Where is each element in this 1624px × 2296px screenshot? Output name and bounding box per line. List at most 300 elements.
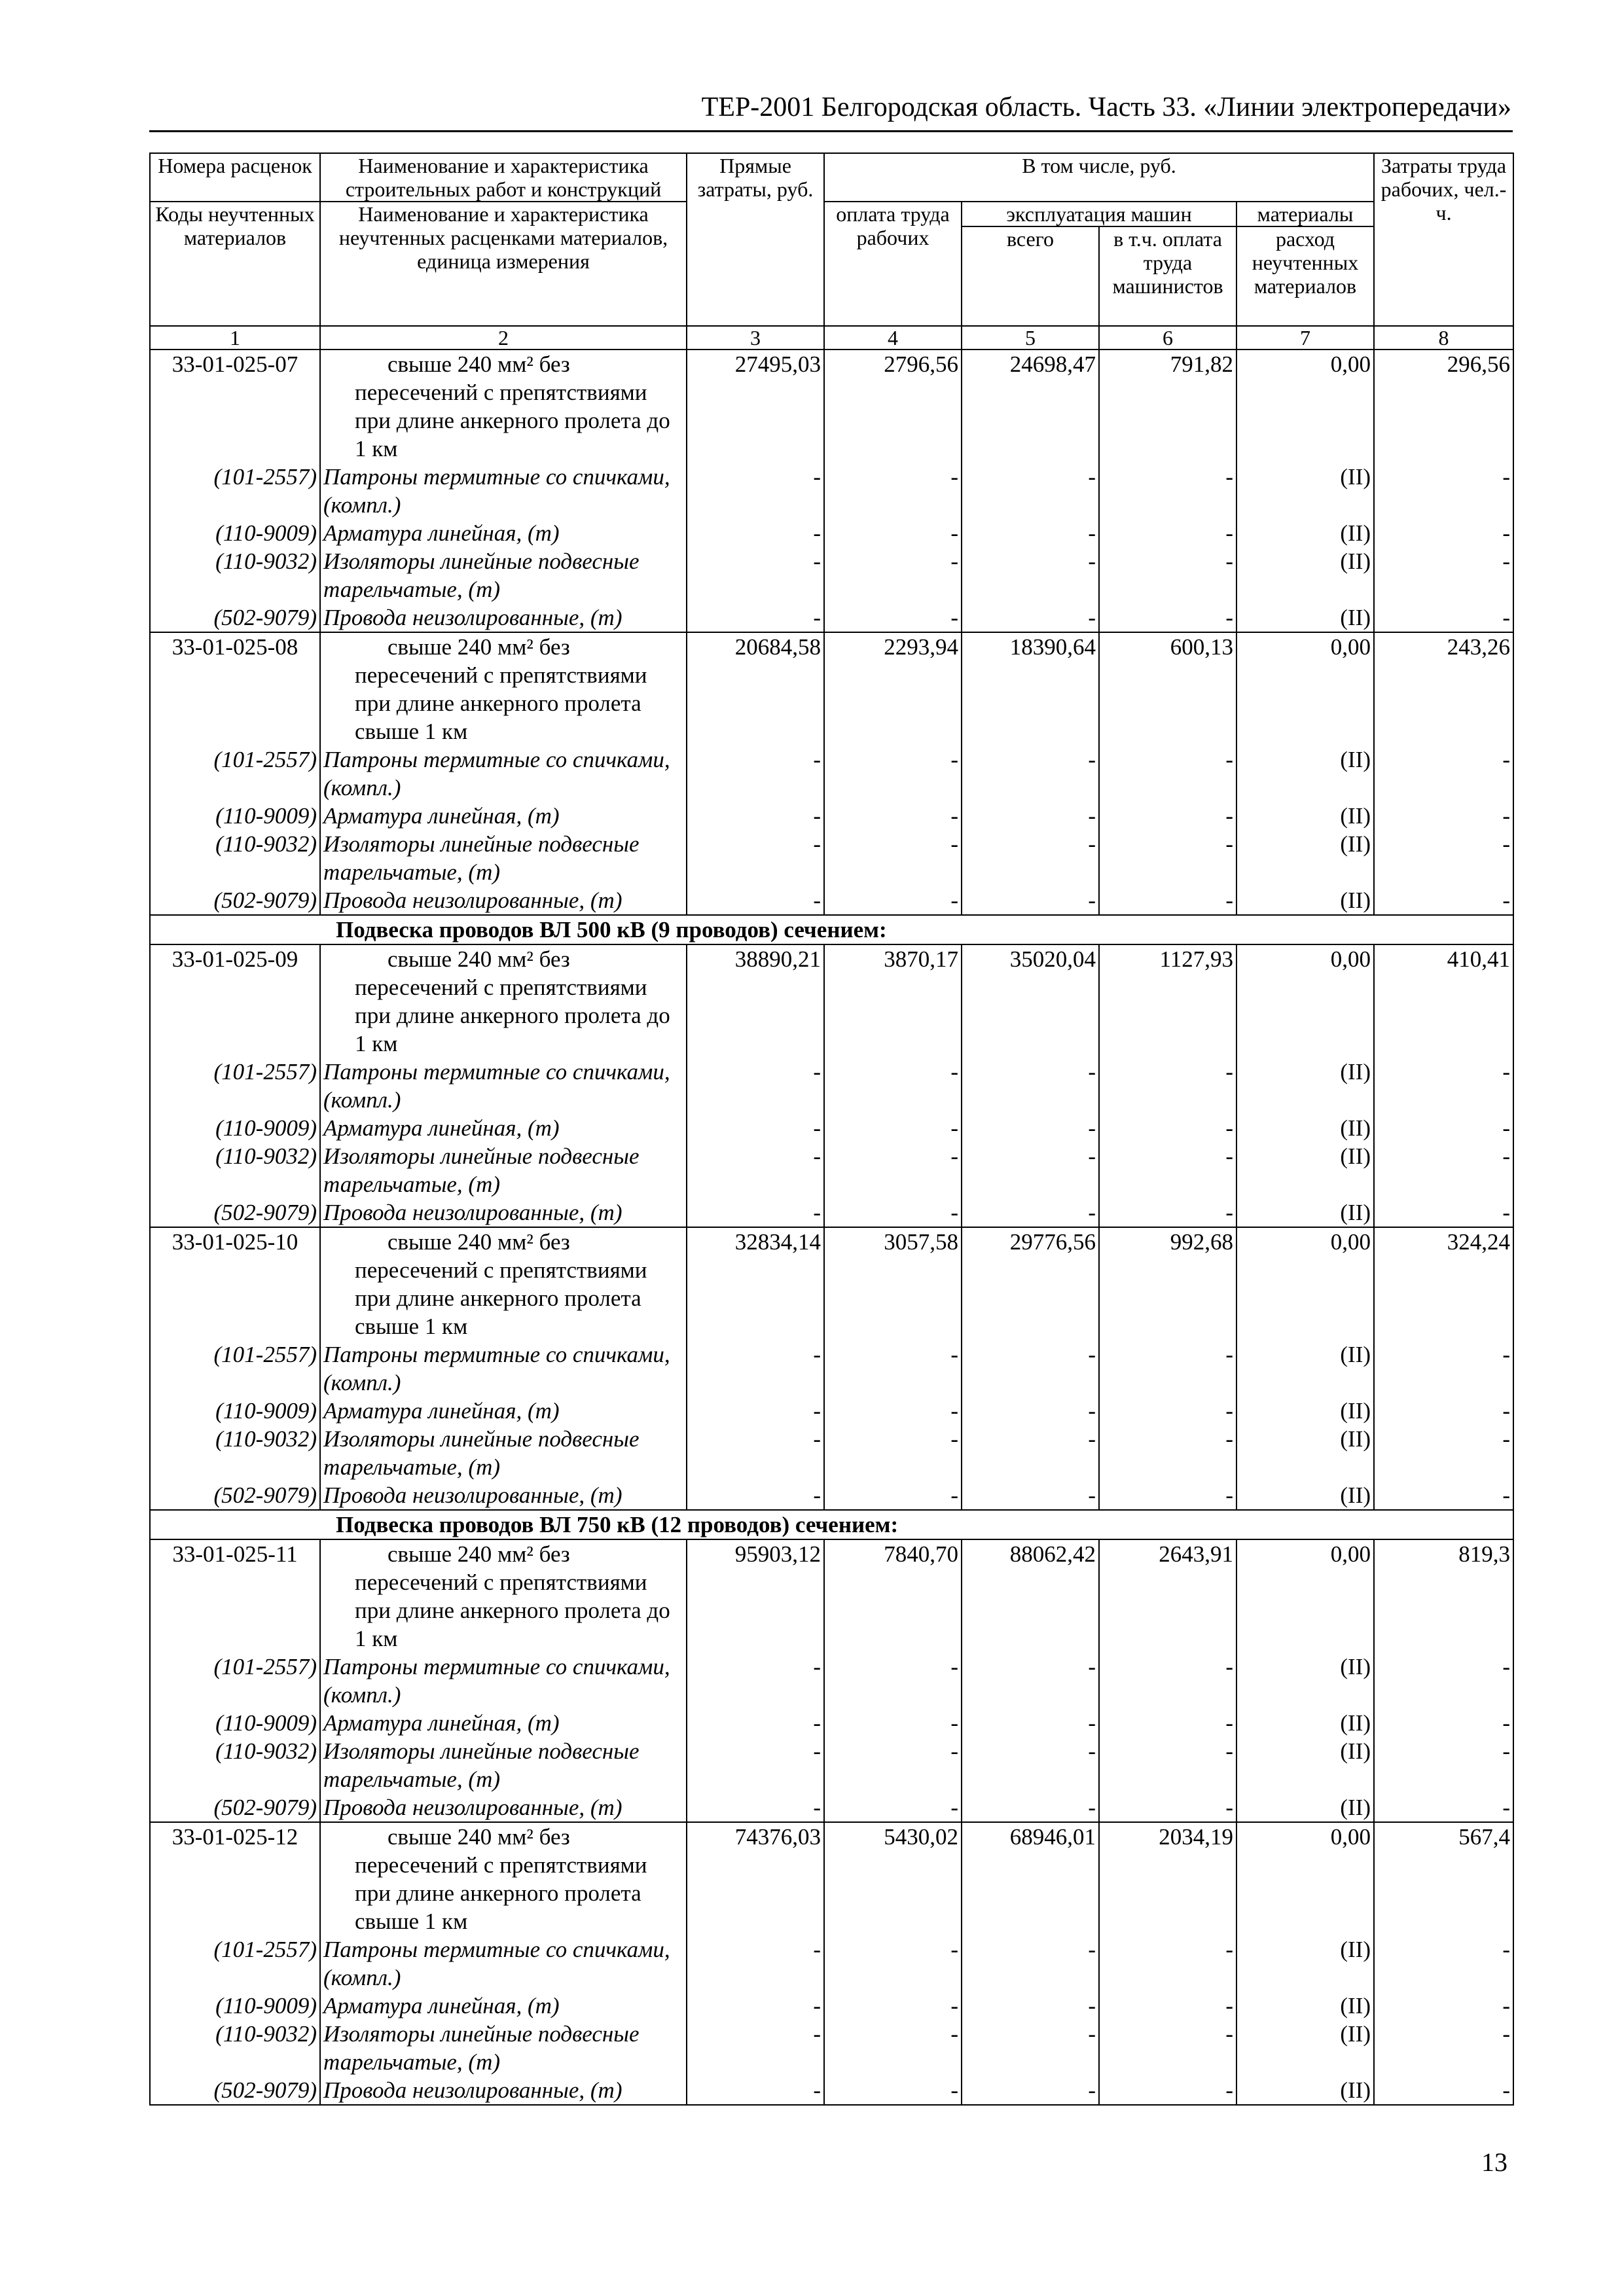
rates-table <box>149 152 1514 2106</box>
labor-hours: 243,26 <box>1374 632 1513 745</box>
cell-dash: - <box>962 519 1099 547</box>
cell-dash: - <box>824 519 962 547</box>
cell-dash: - <box>824 603 962 632</box>
cell-dash: - <box>687 547 824 603</box>
material-name: Изоляторы линейные подвесные тарельчатые, (т) <box>320 1142 687 1198</box>
machinist-pay: 2643,91 <box>1099 1539 1236 1653</box>
machines-total: 24698,47 <box>962 350 1099 463</box>
cell-ii: (II) <box>1236 1397 1374 1425</box>
cell-dash: - <box>1374 2076 1513 2105</box>
material-code: (110-9009) <box>150 1397 320 1425</box>
cell-dash: - <box>1374 1653 1513 1709</box>
cell-dash: - <box>1099 2020 1236 2076</box>
cell-dash: - <box>687 1340 824 1397</box>
col-num: 8 <box>1374 326 1513 350</box>
th-pryamye: Прямые затраты, руб. <box>687 153 824 326</box>
cell-dash: - <box>962 463 1099 519</box>
labor-hours: 324,24 <box>1374 1227 1513 1340</box>
material-row <box>150 1340 1513 1397</box>
cell-dash: - <box>962 1935 1099 1992</box>
material-name: Арматура линейная, (т) <box>320 1992 687 2020</box>
th-kody: Коды неучтенных материалов <box>150 202 320 326</box>
page-header-title: ТЕР-2001 Белгородская область. Часть 33. «Линии электропередачи» <box>701 92 1511 122</box>
cell-dash: - <box>824 1397 962 1425</box>
cell-dash: - <box>1099 519 1236 547</box>
cell-dash: - <box>1374 745 1513 802</box>
th-naim2: Наименование и характеристика неучтенных расценками материалов, единица измерения <box>320 202 687 326</box>
cell-dash: - <box>962 603 1099 632</box>
material-code: (502-9079) <box>150 2076 320 2105</box>
cell-ii: (II) <box>1236 802 1374 830</box>
cell-dash: - <box>962 830 1099 886</box>
labor-pay: 2796,56 <box>824 350 962 463</box>
direct-cost: 20684,58 <box>687 632 824 745</box>
materials-cost: 0,00 <box>1236 1227 1374 1340</box>
material-code: (110-9032) <box>150 1142 320 1198</box>
machines-total: 68946,01 <box>962 1822 1099 1935</box>
machinist-pay: 2034,19 <box>1099 1822 1236 1935</box>
cell-dash: - <box>1099 1397 1236 1425</box>
col-num: 1 <box>150 326 320 350</box>
material-code: (502-9079) <box>150 1198 320 1227</box>
cell-dash: - <box>962 1142 1099 1198</box>
cell-dash: - <box>824 1142 962 1198</box>
material-name: Патроны термитные со спичками, (компл.) <box>320 463 687 519</box>
cell-dash: - <box>962 802 1099 830</box>
cell-dash: - <box>824 1653 962 1709</box>
section-heading: Подвеска проводов ВЛ 500 кВ (9 проводов) сечением: <box>150 915 1513 944</box>
cell-ii: (II) <box>1236 1142 1374 1198</box>
material-row <box>150 603 1513 632</box>
cell-dash: - <box>1374 547 1513 603</box>
material-code: (110-9009) <box>150 1992 320 2020</box>
cell-dash: - <box>824 1793 962 1822</box>
material-name: Провода неизолированные, (т) <box>320 603 687 632</box>
cell-dash: - <box>1374 1142 1513 1198</box>
labor-hours: 819,3 <box>1374 1539 1513 1653</box>
direct-cost: 95903,12 <box>687 1539 824 1653</box>
material-name: Патроны термитные со спичками, (компл.) <box>320 745 687 802</box>
material-row <box>150 802 1513 830</box>
cell-dash: - <box>962 886 1099 915</box>
cell-dash: - <box>962 1737 1099 1793</box>
material-row <box>150 1935 1513 1992</box>
cell-dash: - <box>687 2020 824 2076</box>
cell-dash: - <box>687 1992 824 2020</box>
page-number: 13 <box>1481 2147 1507 2177</box>
cell-dash: - <box>1099 1992 1236 2020</box>
cell-dash: - <box>1099 1935 1236 1992</box>
th-rashod: расход неучтенных материалов <box>1236 226 1374 326</box>
rate-block <box>150 944 1513 1227</box>
cell-dash: - <box>1374 2020 1513 2076</box>
cell-dash: - <box>1099 745 1236 802</box>
labor-hours: 410,41 <box>1374 944 1513 1058</box>
th-vtch: в т.ч. оплата труда машинистов <box>1099 226 1236 326</box>
cell-dash: - <box>1374 463 1513 519</box>
col-num: 4 <box>824 326 962 350</box>
cell-ii: (II) <box>1236 1198 1374 1227</box>
cell-dash: - <box>962 1709 1099 1737</box>
labor-pay: 3057,58 <box>824 1227 962 1340</box>
cell-dash: - <box>687 1481 824 1510</box>
material-code: (110-9009) <box>150 1709 320 1737</box>
material-code: (110-9032) <box>150 1737 320 1793</box>
material-code: (101-2557) <box>150 1058 320 1114</box>
cell-dash: - <box>687 603 824 632</box>
th-materialy: материалы <box>1236 202 1374 226</box>
material-row <box>150 2076 1513 2105</box>
machinist-pay: 791,82 <box>1099 350 1236 463</box>
cell-dash: - <box>1099 1737 1236 1793</box>
cell-dash: - <box>1374 1058 1513 1114</box>
cell-dash: - <box>1099 463 1236 519</box>
material-code: (110-9009) <box>150 802 320 830</box>
cell-ii: (II) <box>1236 1737 1374 1793</box>
rates-table-container <box>149 152 1513 2106</box>
machines-total: 18390,64 <box>962 632 1099 745</box>
th-oplata: оплата труда рабочих <box>824 202 962 326</box>
material-name: Арматура линейная, (т) <box>320 1709 687 1737</box>
labor-pay: 3870,17 <box>824 944 962 1058</box>
machines-total: 35020,04 <box>962 944 1099 1058</box>
cell-dash: - <box>824 1425 962 1481</box>
rate-name: свыше 240 мм² без пересечений с препятствиями при длине анкерного пролета свыше 1 км <box>320 1227 687 1340</box>
material-row <box>150 519 1513 547</box>
materials-cost: 0,00 <box>1236 632 1374 745</box>
cell-dash: - <box>1374 1793 1513 1822</box>
cell-ii: (II) <box>1236 1058 1374 1114</box>
material-row <box>150 1793 1513 1822</box>
th-vtom: В том числе, руб. <box>824 153 1374 202</box>
material-name: Арматура линейная, (т) <box>320 1114 687 1142</box>
rate-code: 33-01-025-07 <box>150 350 320 463</box>
cell-dash: - <box>687 1425 824 1481</box>
material-name: Изоляторы линейные подвесные тарельчатые, (т) <box>320 1737 687 1793</box>
cell-dash: - <box>687 1935 824 1992</box>
direct-cost: 32834,14 <box>687 1227 824 1340</box>
material-row <box>150 1653 1513 1709</box>
material-code: (110-9009) <box>150 519 320 547</box>
rate-row <box>150 1227 1513 1340</box>
rate-code: 33-01-025-09 <box>150 944 320 1058</box>
material-code: (502-9079) <box>150 603 320 632</box>
rate-row <box>150 1539 1513 1653</box>
cell-dash: - <box>824 1992 962 2020</box>
cell-dash: - <box>1099 1793 1236 1822</box>
cell-dash: - <box>687 463 824 519</box>
material-name: Изоляторы линейные подвесные тарельчатые, (т) <box>320 2020 687 2076</box>
cell-dash: - <box>824 1481 962 1510</box>
cell-dash: - <box>1099 802 1236 830</box>
rate-block <box>150 1539 1513 1822</box>
material-row <box>150 886 1513 915</box>
cell-dash: - <box>1099 1425 1236 1481</box>
cell-dash: - <box>824 547 962 603</box>
material-code: (502-9079) <box>150 1793 320 1822</box>
machinist-pay: 600,13 <box>1099 632 1236 745</box>
cell-dash: - <box>1374 1340 1513 1397</box>
th-ekspl: эксплуатация машин <box>962 202 1236 226</box>
material-row <box>150 463 1513 519</box>
cell-dash: - <box>1099 603 1236 632</box>
material-name: Арматура линейная, (т) <box>320 1397 687 1425</box>
rate-block <box>150 1822 1513 2105</box>
rate-name: свыше 240 мм² без пересечений с препятствиями при длине анкерного пролета свыше 1 км <box>320 632 687 745</box>
cell-dash: - <box>687 1737 824 1793</box>
cell-ii: (II) <box>1236 2076 1374 2105</box>
material-name: Изоляторы линейные подвесные тарельчатые, (т) <box>320 830 687 886</box>
rate-block <box>150 632 1513 915</box>
material-name: Провода неизолированные, (т) <box>320 2076 687 2105</box>
material-code: (101-2557) <box>150 745 320 802</box>
cell-dash: - <box>824 463 962 519</box>
cell-dash: - <box>824 1709 962 1737</box>
material-row <box>150 1058 1513 1114</box>
col-num: 6 <box>1099 326 1236 350</box>
materials-cost: 0,00 <box>1236 1539 1374 1653</box>
cell-ii: (II) <box>1236 1653 1374 1709</box>
cell-dash: - <box>1099 1198 1236 1227</box>
cell-dash: - <box>1099 1481 1236 1510</box>
cell-ii: (II) <box>1236 2020 1374 2076</box>
cell-dash: - <box>687 1114 824 1142</box>
cell-dash: - <box>687 2076 824 2105</box>
rate-name: свыше 240 мм² без пересечений с препятствиями при длине анкерного пролета до 1 км <box>320 350 687 463</box>
cell-dash: - <box>687 886 824 915</box>
labor-hours: 567,4 <box>1374 1822 1513 1935</box>
material-code: (502-9079) <box>150 1481 320 1510</box>
cell-dash: - <box>1374 1481 1513 1510</box>
material-code: (110-9032) <box>150 1425 320 1481</box>
cell-dash: - <box>687 1198 824 1227</box>
material-row <box>150 547 1513 603</box>
material-row <box>150 1425 1513 1481</box>
th-zatraty: Затраты труда рабочих, чел.-ч. <box>1374 153 1513 326</box>
material-name: Арматура линейная, (т) <box>320 519 687 547</box>
material-code: (101-2557) <box>150 463 320 519</box>
cell-dash: - <box>687 519 824 547</box>
cell-ii: (II) <box>1236 745 1374 802</box>
cell-dash: - <box>1374 886 1513 915</box>
cell-dash: - <box>687 1709 824 1737</box>
material-code: (101-2557) <box>150 1653 320 1709</box>
cell-dash: - <box>962 1793 1099 1822</box>
col-num: 2 <box>320 326 687 350</box>
material-name: Изоляторы линейные подвесные тарельчатые, (т) <box>320 1425 687 1481</box>
cell-dash: - <box>687 802 824 830</box>
cell-dash: - <box>824 745 962 802</box>
cell-dash: - <box>1374 1425 1513 1481</box>
cell-ii: (II) <box>1236 519 1374 547</box>
labor-pay: 7840,70 <box>824 1539 962 1653</box>
material-row <box>150 745 1513 802</box>
cell-dash: - <box>1374 603 1513 632</box>
material-row <box>150 1737 1513 1793</box>
material-name: Патроны термитные со спичками, (компл.) <box>320 1058 687 1114</box>
rate-name: свыше 240 мм² без пересечений с препятствиями при длине анкерного пролета свыше 1 км <box>320 1822 687 1935</box>
rate-row <box>150 350 1513 463</box>
cell-dash: - <box>1099 1058 1236 1114</box>
cell-ii: (II) <box>1236 886 1374 915</box>
direct-cost: 38890,21 <box>687 944 824 1058</box>
cell-dash: - <box>824 1340 962 1397</box>
material-name: Провода неизолированные, (т) <box>320 1481 687 1510</box>
rate-block <box>150 350 1513 632</box>
cell-dash: - <box>824 2020 962 2076</box>
rate-row <box>150 1822 1513 1935</box>
cell-dash: - <box>687 1397 824 1425</box>
material-name: Патроны термитные со спичками, (компл.) <box>320 1340 687 1397</box>
material-name: Провода неизолированные, (т) <box>320 1198 687 1227</box>
header-rule <box>149 130 1513 132</box>
machinist-pay: 992,68 <box>1099 1227 1236 1340</box>
material-name: Патроны термитные со спичками, (компл.) <box>320 1653 687 1709</box>
cell-dash: - <box>1374 1709 1513 1737</box>
cell-dash: - <box>1374 1397 1513 1425</box>
rate-row <box>150 944 1513 1058</box>
cell-dash: - <box>962 2020 1099 2076</box>
cell-dash: - <box>962 745 1099 802</box>
rate-row <box>150 632 1513 745</box>
material-name: Патроны термитные со спичками, (компл.) <box>320 1935 687 1992</box>
section-heading: Подвеска проводов ВЛ 750 кВ (12 проводов) сечением: <box>150 1510 1513 1539</box>
cell-dash: - <box>824 830 962 886</box>
material-code: (101-2557) <box>150 1935 320 1992</box>
direct-cost: 74376,03 <box>687 1822 824 1935</box>
cell-ii: (II) <box>1236 1709 1374 1737</box>
cell-dash: - <box>962 547 1099 603</box>
rate-block <box>150 1227 1513 1510</box>
material-row <box>150 1114 1513 1142</box>
cell-dash: - <box>962 1653 1099 1709</box>
machines-total: 88062,42 <box>962 1539 1099 1653</box>
th-vsego: всего <box>962 226 1099 326</box>
cell-dash: - <box>1374 1737 1513 1793</box>
cell-dash: - <box>824 1198 962 1227</box>
th-naim: Наименование и характеристика строительных работ и конструкций <box>320 153 687 202</box>
cell-dash: - <box>687 1793 824 1822</box>
cell-ii: (II) <box>1236 1935 1374 1992</box>
cell-ii: (II) <box>1236 603 1374 632</box>
material-row <box>150 1709 1513 1737</box>
cell-dash: - <box>824 886 962 915</box>
cell-dash: - <box>824 1737 962 1793</box>
col-num: 7 <box>1236 326 1374 350</box>
rate-code: 33-01-025-11 <box>150 1539 320 1653</box>
cell-dash: - <box>1374 519 1513 547</box>
material-code: (110-9032) <box>150 2020 320 2076</box>
rate-name: свыше 240 мм² без пересечений с препятствиями при длине анкерного пролета до 1 км <box>320 944 687 1058</box>
cell-ii: (II) <box>1236 1793 1374 1822</box>
machines-total: 29776,56 <box>962 1227 1099 1340</box>
cell-dash: - <box>962 1198 1099 1227</box>
rate-code: 33-01-025-10 <box>150 1227 320 1340</box>
material-row <box>150 1142 1513 1198</box>
cell-dash: - <box>1099 1142 1236 1198</box>
cell-ii: (II) <box>1236 1992 1374 2020</box>
labor-hours: 296,56 <box>1374 350 1513 463</box>
material-row <box>150 1397 1513 1425</box>
cell-dash: - <box>1099 886 1236 915</box>
cell-dash: - <box>1099 1114 1236 1142</box>
cell-ii: (II) <box>1236 1425 1374 1481</box>
cell-dash: - <box>687 1058 824 1114</box>
cell-dash: - <box>1374 830 1513 886</box>
material-row <box>150 830 1513 886</box>
th-nomera: Номера расценок <box>150 153 320 202</box>
cell-dash: - <box>962 1340 1099 1397</box>
cell-dash: - <box>962 1058 1099 1114</box>
material-name: Изоляторы линейные подвесные тарельчатые, (т) <box>320 547 687 603</box>
material-row <box>150 1992 1513 2020</box>
material-row <box>150 1198 1513 1227</box>
cell-ii: (II) <box>1236 547 1374 603</box>
cell-dash: - <box>824 1058 962 1114</box>
cell-dash: - <box>1374 1114 1513 1142</box>
material-row <box>150 2020 1513 2076</box>
materials-cost: 0,00 <box>1236 944 1374 1058</box>
cell-ii: (II) <box>1236 1481 1374 1510</box>
col-num: 3 <box>687 326 824 350</box>
cell-dash: - <box>962 1425 1099 1481</box>
direct-cost: 27495,03 <box>687 350 824 463</box>
material-name: Арматура линейная, (т) <box>320 802 687 830</box>
cell-dash: - <box>687 1142 824 1198</box>
material-code: (502-9079) <box>150 886 320 915</box>
cell-dash: - <box>1374 1935 1513 1992</box>
material-code: (110-9032) <box>150 830 320 886</box>
material-name: Провода неизолированные, (т) <box>320 1793 687 1822</box>
cell-dash: - <box>962 1992 1099 2020</box>
material-code: (110-9032) <box>150 547 320 603</box>
material-name: Провода неизолированные, (т) <box>320 886 687 915</box>
cell-ii: (II) <box>1236 1114 1374 1142</box>
cell-dash: - <box>1099 1653 1236 1709</box>
labor-pay: 5430,02 <box>824 1822 962 1935</box>
cell-dash: - <box>1099 1340 1236 1397</box>
cell-dash: - <box>1099 830 1236 886</box>
cell-ii: (II) <box>1236 830 1374 886</box>
cell-ii: (II) <box>1236 1340 1374 1397</box>
material-row <box>150 1481 1513 1510</box>
cell-dash: - <box>1099 547 1236 603</box>
materials-cost: 0,00 <box>1236 1822 1374 1935</box>
cell-dash: - <box>1374 1992 1513 2020</box>
cell-dash: - <box>962 1114 1099 1142</box>
rate-name: свыше 240 мм² без пересечений с препятствиями при длине анкерного пролета до 1 км <box>320 1539 687 1653</box>
cell-dash: - <box>1374 802 1513 830</box>
material-code: (110-9009) <box>150 1114 320 1142</box>
cell-dash: - <box>824 802 962 830</box>
rate-code: 33-01-025-12 <box>150 1822 320 1935</box>
cell-dash: - <box>687 830 824 886</box>
cell-dash: - <box>962 1397 1099 1425</box>
cell-dash: - <box>824 2076 962 2105</box>
cell-dash: - <box>687 745 824 802</box>
material-code: (101-2557) <box>150 1340 320 1397</box>
materials-cost: 0,00 <box>1236 350 1374 463</box>
cell-dash: - <box>687 1653 824 1709</box>
cell-dash: - <box>1099 1709 1236 1737</box>
cell-dash: - <box>824 1935 962 1992</box>
rate-code: 33-01-025-08 <box>150 632 320 745</box>
cell-dash: - <box>962 2076 1099 2105</box>
cell-dash: - <box>824 1114 962 1142</box>
machinist-pay: 1127,93 <box>1099 944 1236 1058</box>
cell-dash: - <box>1099 2076 1236 2105</box>
cell-ii: (II) <box>1236 463 1374 519</box>
